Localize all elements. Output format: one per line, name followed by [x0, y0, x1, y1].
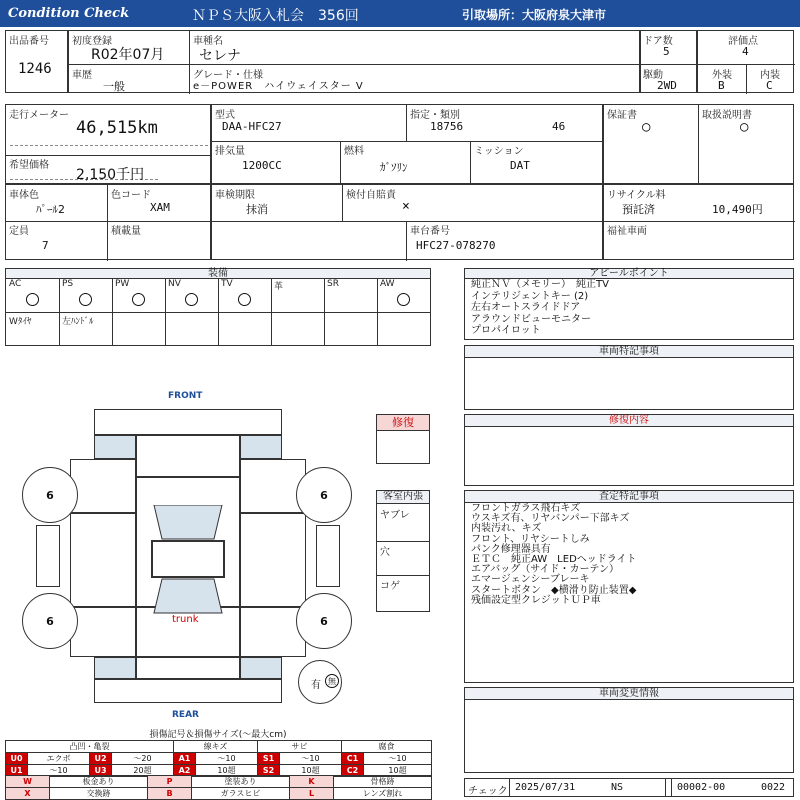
mileage: 46,515km — [76, 118, 158, 138]
vehicle-info-box: 初度登録 R02年07月 車種名 セレナ 車歴 一般 グレード・仕様 e－POWER ハイウェイスター V — [68, 30, 640, 93]
grade-trim: e－POWER ハイウェイスター V — [193, 81, 364, 92]
odometer-box: 走行メーター 46,515km 希望価格 2,150千円 — [5, 104, 211, 184]
legend-table-2: W 板金あり P 塗装あり K 骨格跡 X 交換跡 B ガラスヒビ L レンズ割れ — [5, 775, 432, 800]
inspection-lines: フロントガラス飛石キズ ウスキズ有、リヤバンパー下部キズ 内装汚れ、キズ フロント、リヤシートしみ パンク修理器具有 ＥＴＣ 純正AW LEDヘッドライト エアバッグ（サイド・カーテン） エマージェンシーブレーキ スタートボタン ◆横滑り防止装置◆ 残価設定型クレジットＵＰ車 — [471, 503, 637, 606]
score-box: 評価点 4 外装 B 内装 C — [697, 30, 794, 93]
equip-nv-label: NV — [168, 279, 181, 289]
front-label: FRONT — [168, 391, 203, 401]
equip-leather-label: 革 — [274, 282, 284, 292]
first-registration: R02年07月 — [91, 47, 165, 63]
damage-legend — [5, 730, 431, 798]
rear-left-lamp — [94, 657, 136, 679]
seating-capacity: 7 — [42, 239, 49, 252]
equip-ac-circle — [26, 293, 39, 306]
change-info-box — [464, 687, 794, 773]
displacement: 1200CC — [242, 159, 282, 172]
lot-box: 出品番号 1246 — [5, 30, 68, 93]
equip-ac-label: AC — [9, 279, 22, 289]
equip-nv-circle — [185, 293, 198, 306]
left-rear-fender — [70, 607, 136, 657]
door-count: 5 — [663, 45, 670, 58]
rear-label: REAR — [172, 710, 199, 720]
doors-box: ドア数 5 駆動 2WD — [640, 30, 697, 93]
asking-price: 2,150千円 — [76, 167, 145, 183]
inspection-notes-box — [464, 490, 794, 683]
legend-title: 損傷記号＆損傷サイズ(～最大cm) — [149, 730, 287, 740]
repair-title: 修復 — [377, 415, 429, 431]
rear-right-lamp — [240, 657, 282, 679]
left-side-panel — [36, 525, 60, 587]
trunk-label: trunk — [172, 614, 199, 625]
checker-initials: NS — [611, 782, 624, 793]
equip-tv-circle — [238, 293, 251, 306]
pickup-location: 引取場所：大阪府泉大津市 — [462, 8, 607, 22]
body-color: ﾊﾟｰﾙ2 — [36, 203, 65, 216]
transmission: DAT — [510, 159, 530, 172]
equip-pw-label: PW — [115, 279, 130, 289]
equip-pw-circle — [132, 293, 145, 306]
equip-tv-label: TV — [221, 279, 233, 289]
drive-type: 2WD — [657, 79, 677, 92]
special-notes-box — [464, 345, 794, 410]
recycle-box: リサイクル料 預託済 10,490円 福祉車両 — [603, 184, 794, 260]
tire-rear-left: 6 — [22, 593, 78, 649]
equipment-box — [5, 268, 431, 346]
rear-bumper — [94, 679, 282, 703]
insurance-mark: × — [402, 199, 410, 214]
appeal-title: アピールポイント — [465, 269, 793, 279]
cabin-title: 客室内張 — [377, 491, 429, 504]
check-label: チェック — [468, 786, 508, 797]
legend-group-dent: 凸凹・亀裂 — [6, 741, 174, 753]
equip-ps-label: PS — [62, 279, 74, 289]
left-front-fender — [70, 459, 136, 513]
right-side-panel — [316, 525, 340, 587]
equipment-title: 装備 — [6, 269, 430, 279]
equip-aw-circle — [397, 293, 410, 306]
right-doors — [240, 513, 306, 607]
front-left-headlight — [94, 435, 136, 459]
change-info-title: 車両変更情報 — [465, 688, 793, 700]
interior-grade: C — [766, 79, 773, 92]
appeal-box — [464, 268, 794, 340]
legend-group-corrosion: 腐食 — [342, 741, 432, 753]
header-banner — [0, 0, 800, 27]
warranty-mark: ○ — [642, 119, 651, 135]
model-code: DAA-HFC27 — [222, 120, 282, 133]
lot-number: 1246 — [18, 61, 52, 77]
footer-bar — [464, 778, 794, 797]
vehicle-history: 一般 — [103, 80, 125, 93]
sheet-code-2: 0022 — [761, 782, 786, 793]
car-diagram — [0, 385, 376, 725]
inspection-box: 車検期限 抹消 検付自賠責 × 車台番号 HFC27-078270 — [211, 184, 603, 260]
right-front-fender — [240, 459, 306, 513]
chassis-number: HFC27-078270 — [416, 239, 496, 252]
cabin-burn: コゲ — [380, 581, 400, 592]
front-right-headlight — [240, 435, 282, 459]
appeal-lines: 純正ＮＶ（メモリー） 純正TV インテリジェントキー (2) 左右オートスライドドア アラウンドビューモニター プロパイロット — [471, 279, 609, 336]
windshield — [150, 505, 226, 615]
check-date: 2025/07/31 — [515, 782, 576, 793]
tire-front-right: 6 — [296, 467, 352, 523]
docs-box: 保証書 ○ 取扱説明書 ○ — [603, 104, 794, 184]
equip-lhd-label: 左ﾊﾝﾄﾞﾙ — [62, 317, 94, 327]
sheet-title: Condition Check — [8, 6, 130, 21]
spec-box: 型式 DAA-HFC27 指定・類別 18756 46 排気量 1200CC 燃料 ｶﾞｿﾘﾝ ミッション DAT — [211, 104, 603, 184]
legend-table: 凸凹・亀裂 線キズ サビ 腐食 U0 エクボ U2 ～20 A1 ～10 S1 ～10 C1 ～10 U1 ～10 U3 20超 A2 10超 S2 10超 C2 10超 — [5, 740, 432, 777]
color-box: 車体色 ﾊﾟｰﾙ2 色コード XAM 定員 7 積載量 — [5, 184, 211, 260]
color-code: XAM — [150, 201, 170, 214]
equip-sr-label: SR — [327, 279, 339, 289]
spare-none-mark: 無 — [325, 674, 339, 688]
exterior-grade: B — [718, 79, 725, 92]
equip-aw-label: AW — [380, 279, 395, 289]
repair-box — [376, 414, 430, 464]
cabin-box — [376, 490, 430, 612]
front-bumper — [94, 409, 282, 435]
sheet-code-1: 00002-00 — [677, 782, 726, 793]
spare-tire-indicator: 有 無 — [298, 660, 342, 704]
recycle-fee: 10,490円 — [712, 203, 763, 216]
auction-title: ＮＰＳ大阪入札会 356回 — [192, 8, 359, 24]
cabin-tear: ヤブレ — [380, 510, 410, 521]
legend-group-rust: サビ — [258, 741, 342, 753]
fuel-type: ｶﾞｿﾘﾝ — [380, 161, 408, 174]
type-class: 46 — [552, 120, 566, 133]
inspection-expiry: 抹消 — [246, 203, 268, 216]
hood — [136, 435, 240, 477]
recycle-status: 預託済 — [622, 203, 655, 216]
car-name: セレナ — [199, 48, 241, 64]
manual-mark: ○ — [740, 119, 749, 135]
repair-content-title: 修復内容 — [465, 415, 793, 427]
cabin-hole: 穴 — [380, 547, 390, 558]
left-doors — [70, 513, 136, 607]
tire-front-left: 6 — [22, 467, 78, 523]
repair-content-box — [464, 414, 794, 486]
equip-ps-circle — [79, 293, 92, 306]
tire-rear-right: 6 — [296, 593, 352, 649]
type-designation: 18756 — [430, 120, 464, 133]
inspection-notes-title: 査定特記事項 — [465, 491, 793, 503]
rear-bumper-mid — [136, 657, 240, 679]
legend-group-scratch: 線キズ — [174, 741, 258, 753]
special-notes-title: 車両特記事項 — [465, 346, 793, 358]
equip-wtire-label: Wﾀｲﾔ — [9, 317, 32, 327]
overall-grade: 4 — [742, 45, 749, 58]
